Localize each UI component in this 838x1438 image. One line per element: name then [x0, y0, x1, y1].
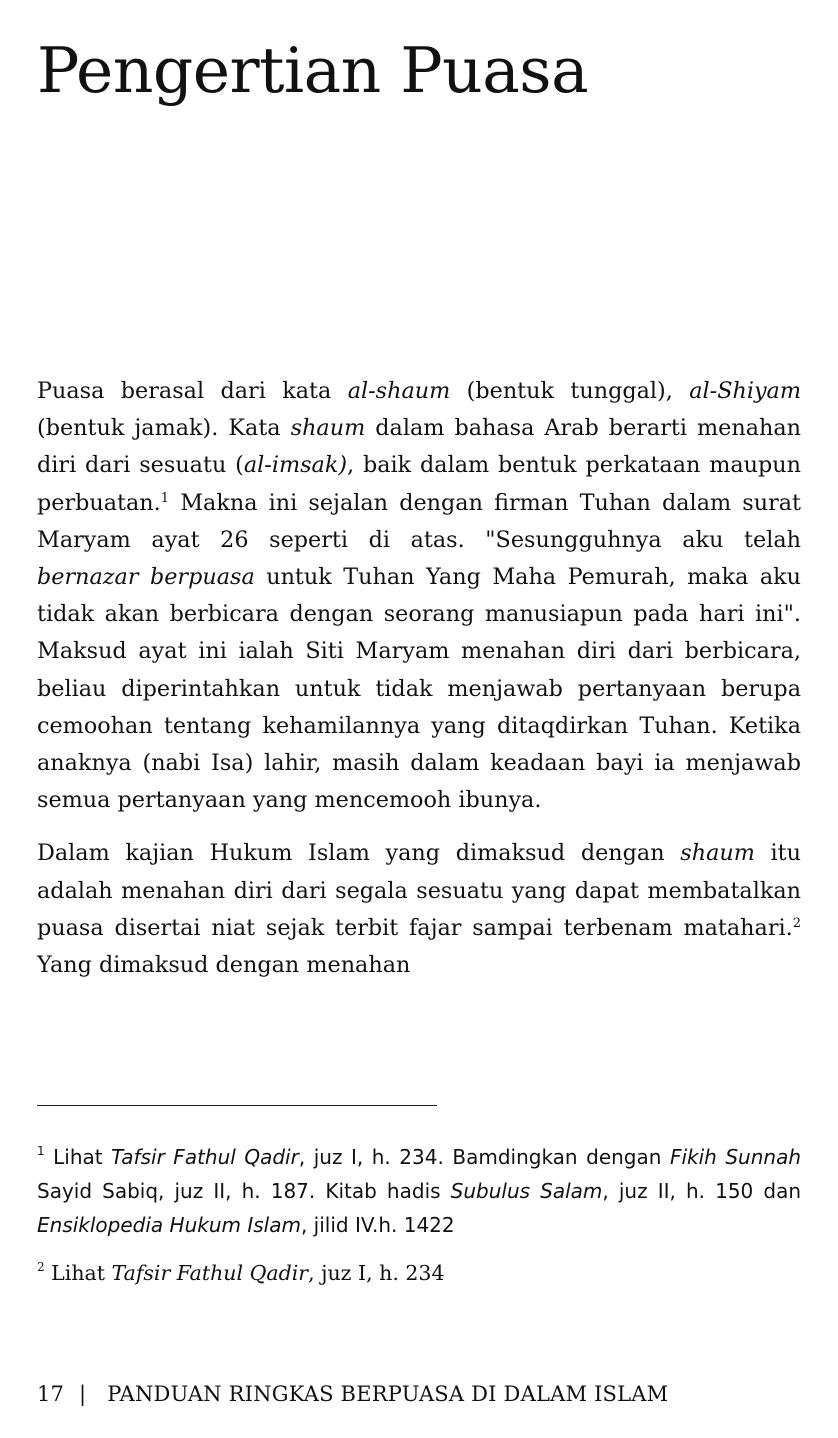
footnote-divider: [37, 1105, 437, 1106]
italic-term: Ensiklopedia Hukum Islam: [37, 1213, 301, 1237]
footnote-1: $^1$ Lihat Tafsir Fathul Qadir, juz I, h. 234. Bamdingkan dengan Fikih Sunnah Sayid Sabiq, juz II, h. 187. Kitab hadis Subulus Salam, juz II, h. 150 dan Ensiklopedia Hukum Islam, jilid IV.h. 1422: [37, 1144, 802, 1237]
italic-term: Tafsir Fathul Qadir: [111, 1145, 299, 1169]
page-number: 17: [37, 1382, 65, 1406]
book-title: PANDUAN RINGKAS BERPUASA DI DALAM ISLAM: [107, 1382, 669, 1406]
italic-term: al-Shiyam: [689, 378, 801, 404]
italic-term: shaum: [680, 840, 755, 867]
footnote-ref: 1: [160, 490, 170, 506]
footnote-ref: 2: [792, 915, 801, 931]
footnote-ref: 1: [37, 1144, 45, 1158]
italic-term: Fikih Sunnah: [669, 1145, 802, 1169]
body-text: [37, 373, 801, 984]
italic-term: shaum: [290, 415, 366, 442]
footnote-ref: 2: [37, 1260, 45, 1274]
footnote-2: $^2$ Lihat Tafsir Fathul Qadir, juz I, h. 234: [37, 1260, 445, 1285]
footer-separator: |: [79, 1382, 87, 1406]
italic-term: al-shaum: [347, 378, 451, 404]
paragraph-2: Dalam kajian Hukum Islam yang dimaksud dengan shaum itu adalah menahan diri dari segala sesuatu yang dapat membatalkan puasa disertai niat sejak terbit fajar sampai terbenam matahari.$^2$ Yang dimaksud dengan menahan: [37, 840, 801, 979]
italic-term: al-imsak): [243, 452, 348, 479]
document-page: [37, 0, 801, 1438]
page-footer: [37, 1376, 668, 1412]
footnotes: [37, 1140, 801, 1290]
italic-term: Subulus Salam: [450, 1179, 603, 1203]
italic-term: Tafsir Fathul Qadir: [111, 1261, 309, 1285]
italic-term: bernazar berpuasa: [37, 564, 255, 591]
page-title: Pengertian Puasa: [37, 34, 589, 107]
paragraph-1: Puasa berasal dari kata al-shaum (bentuk tunggal), al-Shiyam (bentuk jamak). Kata shaum dalam bahasa Arab berarti menahan diri dari sesuatu (al-imsak), baik dalam bentuk perkataan maupun perbuatan.$^1$ Makna ini sejalan dengan firman Tuhan dalam surat Maryam ayat 26 seperti di atas. "Sesungguhnya aku telah bernazar berpuasa untuk Tuhan Yang Maha Pemurah, maka aku tidak akan berbicara dengan seorang manusiapun pada hari ini". Maksud ayat ini ialah Siti Maryam menahan diri dari berbicara, beliau diperintahkan untuk tidak menjawab pertanyaan berupa cemoohan tentang kehamilannya yang ditaqdirkan Tuhan. Ketika anaknya (nabi Isa) lahir, masih dalam keadaan bayi ia menjawab semua pertanyaan yang mencemooh ibunya.: [37, 378, 802, 814]
